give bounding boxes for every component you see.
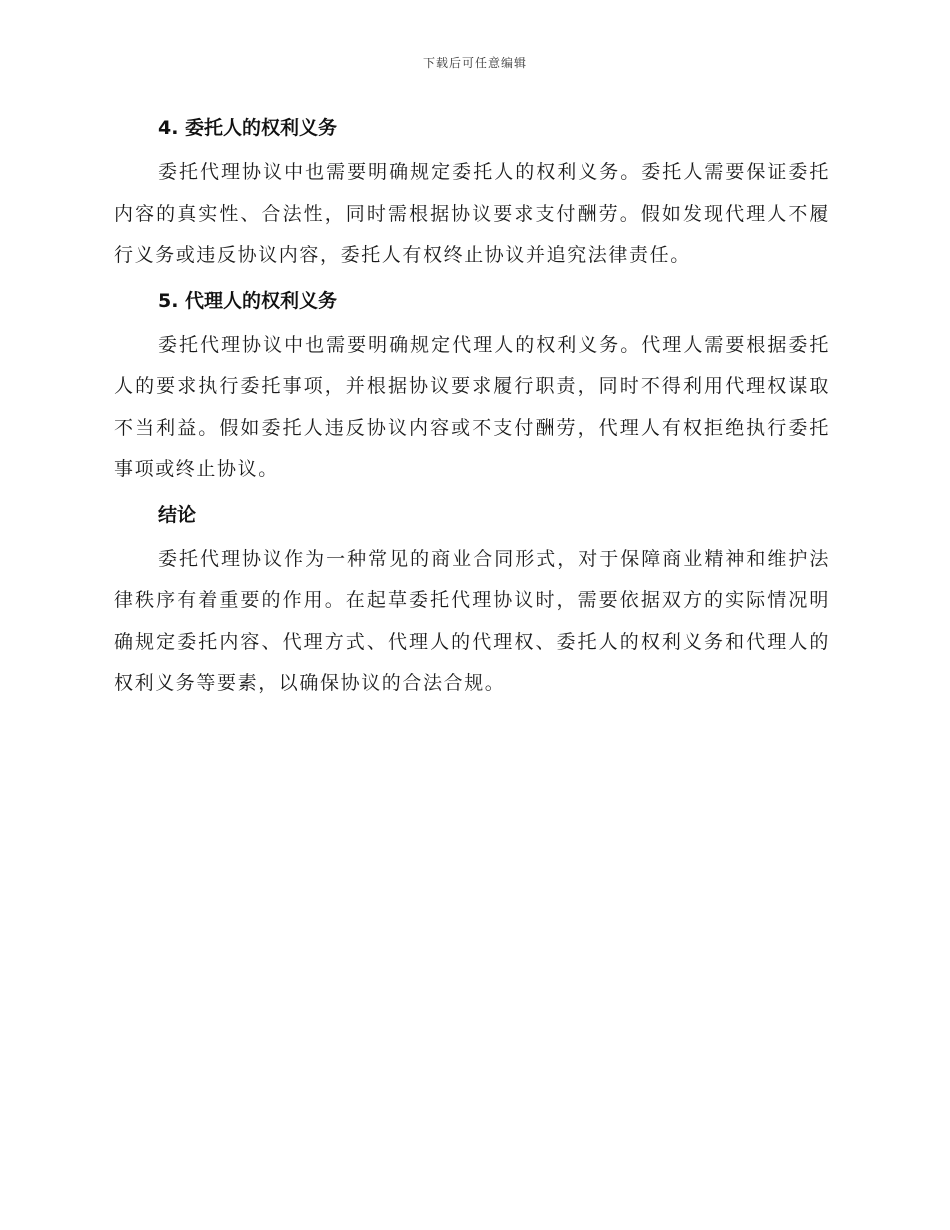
section-conclusion: [114, 499, 830, 705]
section-heading: 5. 代理人的权利义务: [158, 289, 338, 312]
section-principal-rights: [114, 112, 830, 277]
section-paragraph: 委托代理协议作为一种常见的商业合同形式，对于保障商业精神和维护法律秩序有着重要的作用。在起草委托代理协议时，需要依据双方的实际情况明确规定委托内容、代理方式、代理人的代理权、委托人的权利义务和代理人的权利义务等要素，以确保协议的合法合规。: [114, 547, 830, 694]
section-paragraph: 委托代理协议中也需要明确规定委托人的权利义务。委托人需要保证委托内容的真实性、合法性，同时需根据协议要求支付酬劳。假如发现代理人不履行义务或违反协议内容，委托人有权终止协议并追究法律责任。: [114, 161, 830, 266]
section-heading: 结论: [158, 503, 197, 526]
section-paragraph: 委托代理协议中也需要明确规定代理人的权利义务。代理人需要根据委托人的要求执行委托事项，并根据协议要求履行职责，同时不得利用代理权谋取不当利益。假如委托人违反协议内容或不支付酬劳，代理人有权拒绝执行委托事项或终止协议。: [114, 333, 830, 480]
document-body: [114, 112, 830, 713]
section-agent-rights: [114, 285, 830, 491]
section-heading: 4. 委托人的权利义务: [158, 117, 338, 139]
header-note: 下载后可任意编辑: [422, 56, 527, 70]
